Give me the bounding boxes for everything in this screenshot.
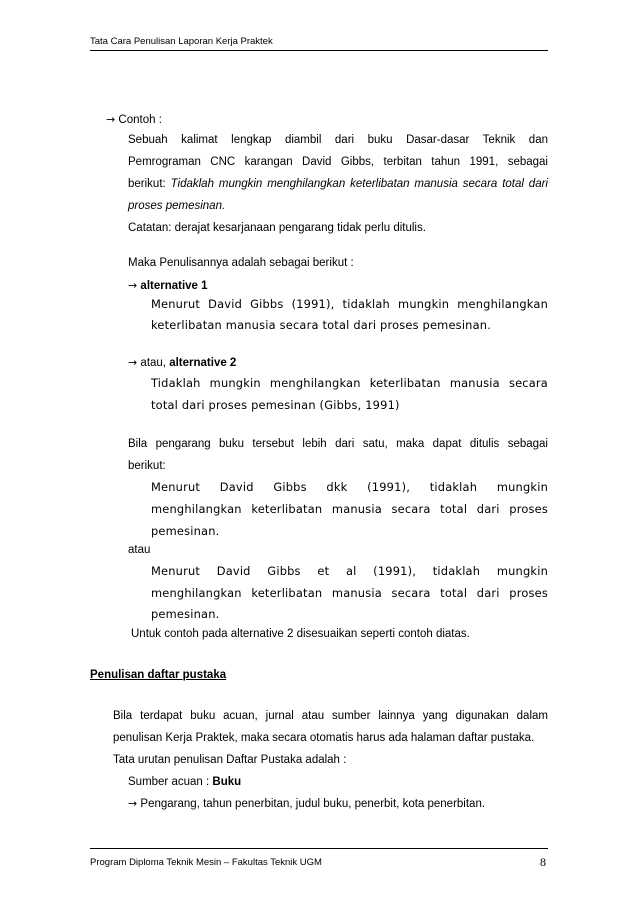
contoh-quote-italic: Tidaklah mungkin menghilangkan keterlibatan manusia secara total dari <box>170 178 548 190</box>
alt2-line-2: total dari proses pemesinan (Gibbs, 1991) <box>151 398 400 412</box>
order-line <box>128 797 485 810</box>
section-para-line-3: Tata urutan penulisan Daftar Pustaka adalah : <box>113 754 347 766</box>
running-header: Tata Cara Penulisan Laporan Kerja Praktek <box>90 36 273 47</box>
alt1-line-2: keterlibatan manusia secara total dari proses pemesinan. <box>151 318 492 332</box>
sumber-lead: Sumber acuan : <box>128 776 213 788</box>
catatan-note: Catatan: derajat kesarjanaan pengarang tidak perlu ditulis. <box>128 222 426 234</box>
alt2-prefix: atau, <box>140 357 170 369</box>
arrow-right-icon: → <box>106 113 116 126</box>
etal-line-1: Menurut David Gibbs et al (1991), tidaklah mungkin <box>151 564 548 578</box>
contoh-line-2: Pemrograman CNC karangan David Gibbs, terbitan tahun 1991, sebagai <box>128 156 548 168</box>
page-number: 8 <box>540 855 546 869</box>
contoh-label-line <box>106 113 162 126</box>
arrow-right-icon: → <box>128 279 138 292</box>
section-heading: Penulisan daftar pustaka <box>90 669 227 681</box>
contoh-line-4: proses pemesinan. <box>128 200 226 212</box>
etal-line-2: menghilangkan keterlibatan manusia secara total dari proses <box>151 586 548 600</box>
section-para-line-1: Bila terdapat buku acuan, jurnal atau sumber lainnya yang digunakan dalam <box>113 710 548 722</box>
alt1-line-1: Menurut David Gibbs (1991), tidaklah mungkin menghilangkan <box>151 297 548 311</box>
dkk-line-1: Menurut David Gibbs dkk (1991), tidaklah mungkin <box>151 480 548 494</box>
contoh-label: Contoh : <box>118 114 162 126</box>
sumber-acuan <box>128 776 241 788</box>
arrow-right-icon: → <box>128 797 138 810</box>
etal-line-3: pemesinan. <box>151 607 220 621</box>
contoh-line-1: Sebuah kalimat lengkap diambil dari buku Dasar-dasar Teknik dan <box>128 134 548 146</box>
dkk-line-3: pemesinan. <box>151 524 220 538</box>
alt1-label-line <box>128 279 208 292</box>
order-text: Pengarang, tahun penerbitan, judul buku, penerbit, kota penerbitan. <box>140 798 486 810</box>
alt2-label-line <box>128 356 236 369</box>
alt1-label: alternative 1 <box>140 280 208 292</box>
alt2-line-1: Tidaklah mungkin menghilangkan keterlibatan manusia secara <box>151 376 548 390</box>
contoh-line-3-lead: berikut: <box>128 178 171 190</box>
contoh-line-3 <box>128 178 548 190</box>
section-para-line-2: penulisan Kerja Praktek, maka secara otomatis harus ada halaman daftar pustaka. <box>113 732 535 744</box>
arrow-right-icon: → <box>128 356 138 369</box>
untuk-note: Untuk contoh pada alternative 2 disesuaikan seperti contoh diatas. <box>131 628 470 640</box>
dkk-line-2: menghilangkan keterlibatan manusia secara total dari proses <box>151 502 548 516</box>
bila-line-1: Bila pengarang buku tersebut lebih dari satu, maka dapat ditulis sebagai <box>128 438 548 450</box>
footer-institution: Program Diploma Teknik Mesin – Fakultas Teknik UGM <box>90 857 322 868</box>
bila-line-2: berikut: <box>128 460 166 472</box>
sumber-type: Buku <box>212 776 242 788</box>
alt2-label: alternative 2 <box>169 357 237 369</box>
atau-connector: atau <box>128 544 151 556</box>
maka-intro: Maka Penulisannya adalah sebagai berikut : <box>128 257 354 269</box>
header-rule <box>90 50 548 51</box>
footer-rule <box>90 848 548 849</box>
